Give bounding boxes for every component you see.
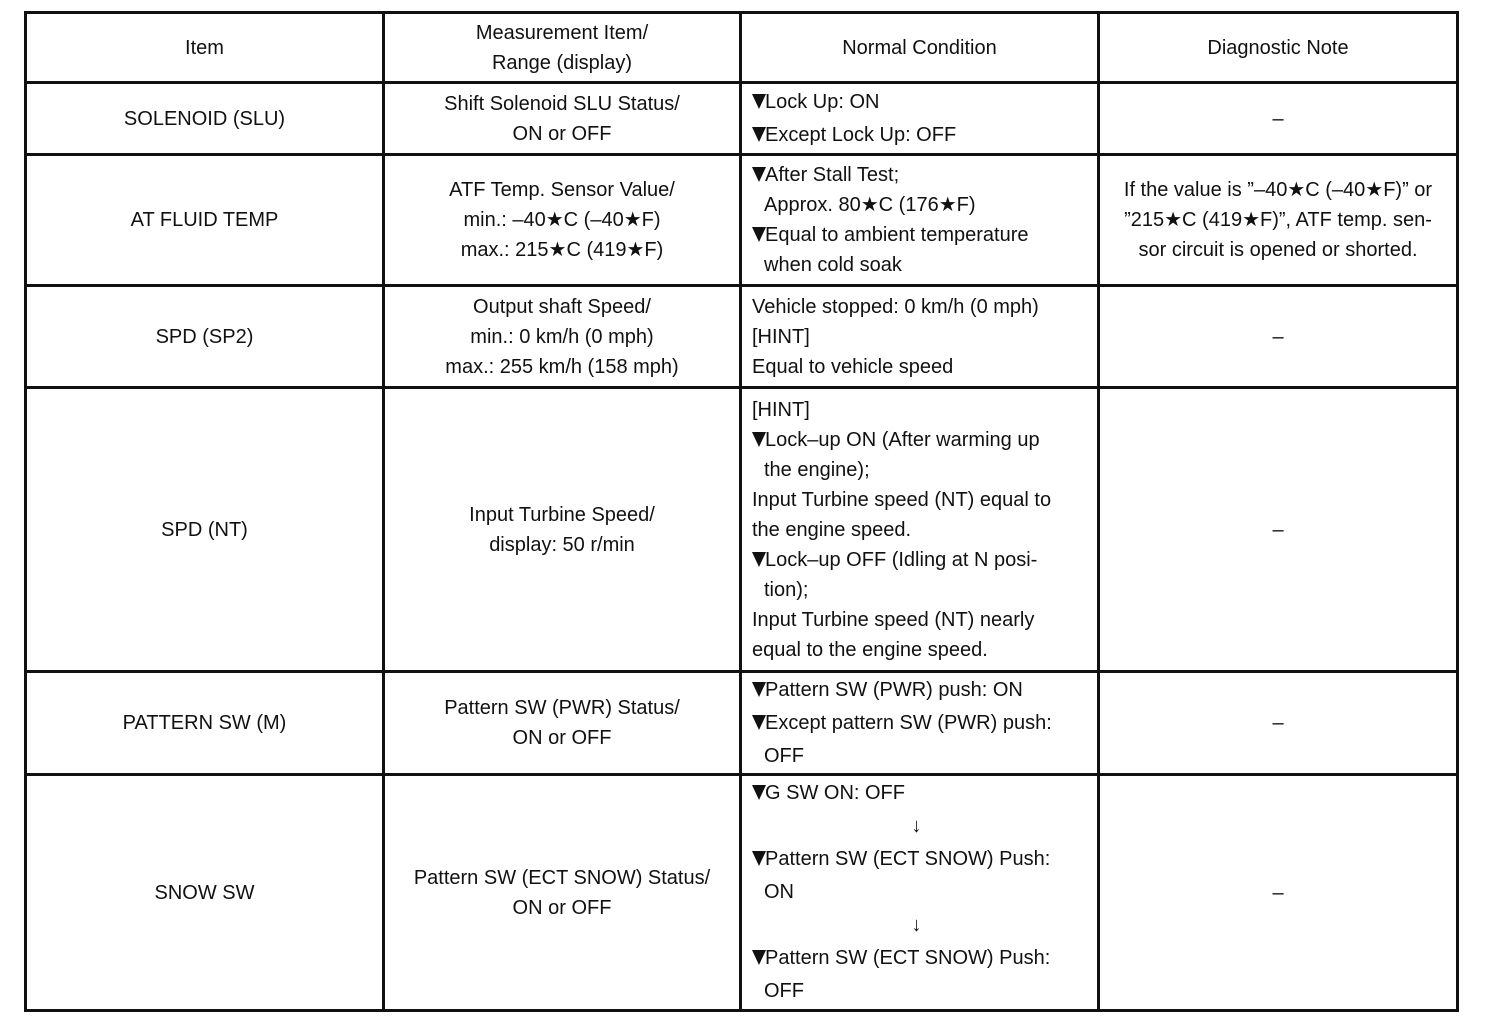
diagnostic-note-cell: – <box>1099 672 1458 775</box>
measurement-line: ON or OFF <box>512 896 612 919</box>
table-row <box>26 672 1458 775</box>
condition-line: Input Turbine speed (NT) equal to <box>752 488 1052 511</box>
condition-line: the engine); <box>764 458 870 481</box>
normal-condition-cell <box>741 388 1099 672</box>
condition-line <box>752 160 1091 190</box>
down-arrow-icon: ↓ <box>911 815 922 837</box>
condition-text: Except Lock Up: OFF <box>765 123 957 146</box>
header-diagnostic: Diagnostic Note <box>1099 13 1458 83</box>
condition-text: Pattern SW (ECT SNOW) Push: <box>765 947 1051 969</box>
condition-line: tion); <box>764 578 809 601</box>
condition-line: OFF <box>764 744 804 767</box>
condition-line: Vehicle stopped: 0 km/h (0 mph) <box>752 295 1039 318</box>
triangle-bullet-icon <box>752 127 766 142</box>
triangle-bullet-icon <box>752 94 766 109</box>
diagnostic-note-cell: – <box>1099 775 1458 1011</box>
diagnostic-line: sor circuit is opened or shorted. <box>1138 239 1418 261</box>
condition-line: ON <box>764 881 794 903</box>
normal-condition-cell <box>741 83 1099 155</box>
item-cell: PATTERN SW (M) <box>26 672 384 775</box>
header-measurement-line: Range (display) <box>491 51 633 74</box>
condition-line: [HINT] <box>752 398 810 421</box>
condition-line: equal to the engine speed. <box>752 638 988 661</box>
condition-line: when cold soak <box>764 254 902 276</box>
triangle-bullet-icon <box>752 715 766 730</box>
condition-line <box>752 707 1091 740</box>
measurement-cell <box>384 286 741 388</box>
header-measurement <box>384 13 741 83</box>
condition-text: Pattern SW (PWR) push: ON <box>765 678 1023 701</box>
measurement-cell <box>384 388 741 672</box>
header-normal: Normal Condition <box>741 13 1099 83</box>
condition-line: [HINT] <box>752 325 810 348</box>
table-row <box>26 155 1458 286</box>
condition-line <box>752 674 1091 707</box>
triangle-bullet-icon <box>752 167 766 182</box>
table-row <box>26 388 1458 672</box>
table-row <box>26 83 1458 155</box>
condition-text: G SW ON: OFF <box>765 782 905 804</box>
normal-condition-cell <box>741 775 1099 1011</box>
measurement-line: max.: 215★C (419★F) <box>460 239 664 261</box>
measurement-line: max.: 255 km/h (158 mph) <box>445 355 679 378</box>
item-cell: AT FLUID TEMP <box>26 155 384 286</box>
condition-line: OFF <box>764 980 804 1002</box>
diagnostic-note-cell: – <box>1099 388 1458 672</box>
condition-text: Lock–up OFF (Idling at N posi- <box>765 548 1038 571</box>
condition-line <box>752 425 1091 455</box>
condition-line <box>752 942 1091 975</box>
item-cell: SPD (SP2) <box>26 286 384 388</box>
condition-line <box>752 86 1091 119</box>
item-cell: SNOW SW <box>26 775 384 1011</box>
condition-text: Except pattern SW (PWR) push: <box>765 711 1052 734</box>
condition-text: Equal to ambient temperature <box>765 224 1029 246</box>
condition-text: Lock Up: ON <box>765 90 880 113</box>
triangle-bullet-icon <box>752 432 766 447</box>
condition-line <box>752 545 1091 575</box>
diagnostic-note-cell: – <box>1099 83 1458 155</box>
condition-line <box>752 777 1091 810</box>
diagnostic-line: If the value is ”–40★C (–40★F)” or <box>1123 179 1433 201</box>
item-cell: SPD (NT) <box>26 388 384 672</box>
triangle-bullet-icon <box>752 682 766 697</box>
header-row <box>26 13 1458 83</box>
measurement-line: min.: –40★C (–40★F) <box>463 209 661 231</box>
condition-line: Input Turbine speed (NT) nearly <box>752 608 1035 631</box>
triangle-bullet-icon <box>752 950 766 965</box>
diagnostic-note-cell: – <box>1099 286 1458 388</box>
diagnostic-note-cell <box>1099 155 1458 286</box>
condition-line: the engine speed. <box>752 518 912 541</box>
table-row <box>26 775 1458 1011</box>
triangle-bullet-icon <box>752 851 766 866</box>
condition-text: After Stall Test; <box>765 164 900 186</box>
condition-line <box>752 220 1091 250</box>
measurement-cell <box>384 775 741 1011</box>
diagnostic-data-table <box>24 11 1459 1012</box>
header-measurement-line: Measurement Item/ <box>475 21 649 44</box>
triangle-bullet-icon <box>752 785 766 800</box>
normal-condition-cell <box>741 155 1099 286</box>
down-arrow-icon: ↓ <box>911 914 922 936</box>
measurement-line: Output shaft Speed/ <box>473 295 651 318</box>
measurement-line: ON or OFF <box>512 122 612 145</box>
condition-text: Lock–up ON (After warming up <box>765 428 1040 451</box>
condition-line <box>752 119 1091 152</box>
triangle-bullet-icon <box>752 227 766 242</box>
measurement-cell <box>384 83 741 155</box>
triangle-bullet-icon <box>752 552 766 567</box>
measurement-line: ON or OFF <box>512 727 612 749</box>
measurement-line: Pattern SW (ECT SNOW) Status/ <box>413 866 711 889</box>
measurement-line: ATF Temp. Sensor Value/ <box>449 179 675 201</box>
header-item: Item <box>26 13 384 83</box>
condition-text: Pattern SW (ECT SNOW) Push: <box>765 848 1051 870</box>
measurement-line: min.: 0 km/h (0 mph) <box>470 325 654 348</box>
normal-condition-cell <box>741 286 1099 388</box>
measurement-line: Input Turbine Speed/ <box>469 503 655 526</box>
measurement-line: Pattern SW (PWR) Status/ <box>444 697 680 719</box>
condition-line: Approx. 80★C (176★F) <box>764 194 976 216</box>
measurement-line: display: 50 r/min <box>489 533 635 556</box>
measurement-cell <box>384 155 741 286</box>
measurement-line: Shift Solenoid SLU Status/ <box>444 92 680 115</box>
diagnostic-line: ”215★C (419★F)”, ATF temp. sen- <box>1124 209 1432 231</box>
table-row <box>26 286 1458 388</box>
normal-condition-cell <box>741 672 1099 775</box>
condition-line: Equal to vehicle speed <box>752 355 954 378</box>
item-cell: SOLENOID (SLU) <box>26 83 384 155</box>
condition-line <box>752 843 1091 876</box>
measurement-cell <box>384 672 741 775</box>
